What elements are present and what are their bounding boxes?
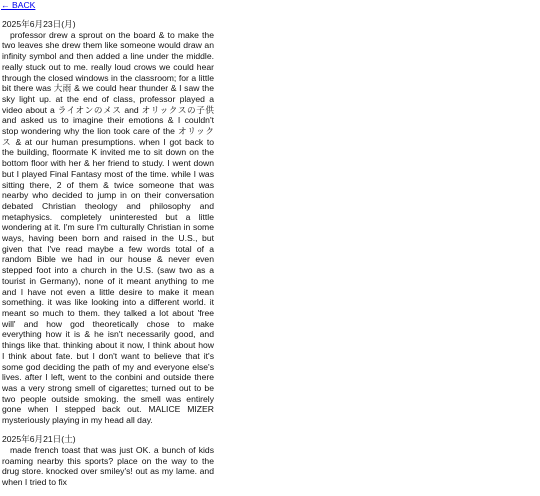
entry-date: 2025年6月21日(土) [2, 434, 76, 445]
entry-body: professor drew a sprout on the board & to make the two leaves she drew them like someone would draw an infinity symbol and then added a line under the middle. really stuck out to me. really loud crows we could hear through the closed windows in the classroom; for a little bit there was 大雨 & we could hear thunder & I saw the sky light up. at the end of class, professor played a video about a ライオンのメス and オリックスの子供 and asked us to imagine their emotions & I couldn't stop wondering why the lion took care of the オリックス & at our human presumptions. when I got back to the building, floormate K invited me to sit down on the bottom floor with her & her friend to study. I went down but I played Final Fantasy most of the time. while I was sitting there, 2 of them & twice someone that was nearby who decided to jump in on their conversation debated Christian theology and philosophy and metaphysics. completely uninterested but a little wondering at it. I'm sure I'm culturally Christian in some ways, having been born and raised in the U.S., but given that I've read maybe a few words total of a random Bible we had in our house & never even stepped foot into a church in the U.S. (saw two as a tourist in Germany), none of it meant anything to me and I have not even a little desire to make it mean something. it was like looking into a different world. it meant so much to them. they talked a lot about 'free will' and how god theoretically chose to make everything how it is & he isn't necessarily good, and things like that. thinking about it now, I think about how I think about fate. but I don't want to believe that it's some god deciding the path of my and everyone else's lives. after I left, went to the conbini and outside there was a very strong smell of cigarettes; turned out to be two people outside smoking. the smell was entirely gone when I stepped back out. MALICE MIZER mysteriously playing in my head all day. [2, 29, 214, 426]
back-link[interactable]: ← BACK [1, 0, 36, 10]
diary-entry [2, 19, 214, 426]
entry-date: 2025年6月23日(月) [2, 19, 76, 29]
diary-column [2, 19, 214, 496]
diary-entry [2, 434, 214, 488]
entry-body: made french toast that was just OK. a bunch of kids roaming nearby this sports? place on the way to the drug store. knocked over smiley's! out as my lame. and when I tried to fix [2, 444, 214, 488]
